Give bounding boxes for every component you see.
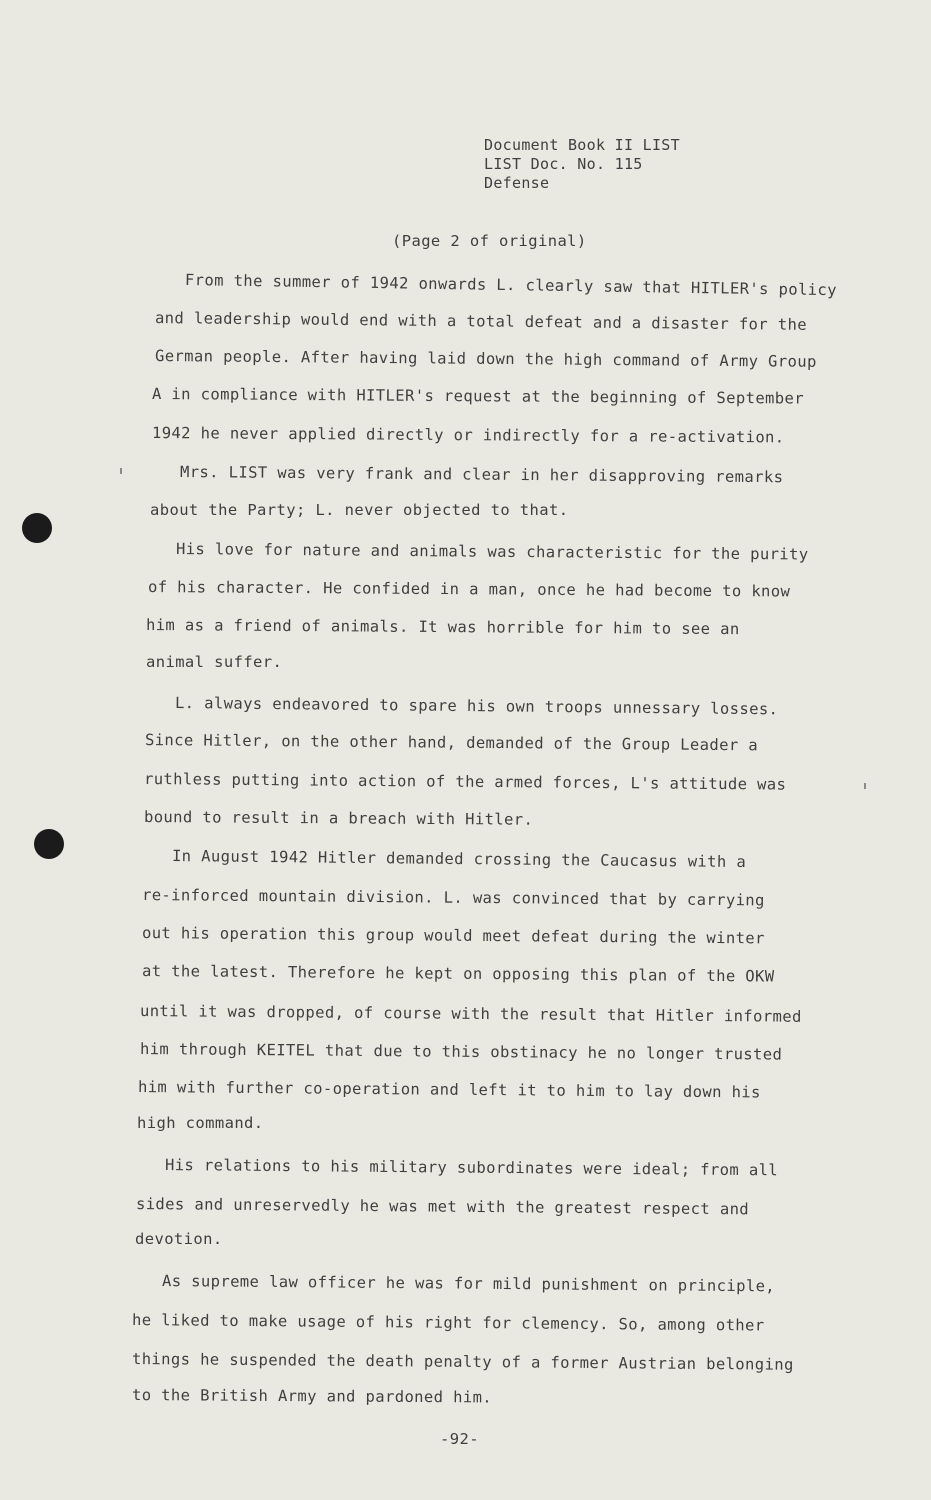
text-line: bound to result in a breach with Hitler. (143, 808, 534, 829)
text-line: L. always endeavored to spare his own troops unnessary losses. (174, 694, 779, 719)
text-line: His love for nature and animals was characteristic for the purity (175, 540, 809, 564)
text-line: of his character. He confided in a man, once he had become to know (147, 578, 791, 601)
text-line: Mrs. LIST was very frank and clear in her disapproving remarks (179, 463, 784, 487)
text-line: 1942 he never applied directly or indirectly for a re-activation. (151, 424, 785, 447)
text-line: His relations to his military subordinates were ideal; from all (164, 1156, 779, 1180)
text-line: until it was dropped, of course with the result that Hitler informed (139, 1002, 802, 1026)
text-line: him through KEITEL that due to this obstinacy he no longer trusted (139, 1040, 783, 1064)
text-line: and leadership would end with a total defeat and a disaster for the (154, 309, 808, 334)
text-line: sides and unreservedly he was met with the greatest respect and (135, 1195, 750, 1219)
text-line: at the latest. Therefore he kept on opposing this plan of the OKW (141, 962, 775, 986)
text-line: about the Party; L. never objected to that. (150, 501, 569, 519)
text-line: out his operation this group would meet defeat during the winter (141, 924, 765, 948)
text-line: From the summer of 1942 onwards L. clearly saw that HITLER's policy (184, 271, 838, 300)
text-line: things he suspended the death penalty of a former Austrian belonging (131, 1350, 794, 1374)
text-line: re-inforced mountain division. L. was convinced that by carrying (141, 886, 765, 910)
text-line: In August 1942 Hitler demanded crossing the Caucasus with a (171, 847, 747, 872)
header-line-1: Document Book II LIST (484, 136, 680, 154)
text-line: to the British Army and pardoned him. (131, 1386, 493, 1407)
text-line: him with further co-operation and left it to him to lay down his (137, 1078, 761, 1102)
text-line: ruthless putting into action of the armed forces, L's attitude was (143, 770, 787, 794)
header-line-3: Defense (484, 174, 550, 192)
punch-hole (22, 513, 52, 543)
text-line: devotion. (135, 1230, 223, 1248)
text-line: German people. After having laid down the high command of Army Group (154, 347, 817, 371)
text-line: him as a friend of animals. It was horrible for him to see an (145, 616, 740, 639)
margin-mark (120, 468, 122, 474)
page-subtitle: (Page 2 of original) (392, 232, 587, 250)
text-line: A in compliance with HITLER's request at the beginning of September (151, 385, 805, 408)
header-line-2: LIST Doc. No. 115 (484, 155, 643, 173)
text-line: As supreme law officer he was for mild punishment on principle, (161, 1272, 776, 1296)
text-line: he liked to make usage of his right for clemency. So, among other (131, 1311, 765, 1335)
text-line: high command. (137, 1114, 264, 1132)
margin-mark (864, 783, 866, 789)
punch-hole (34, 829, 64, 859)
page-number: -92- (440, 1430, 479, 1448)
text-line: animal suffer. (146, 653, 283, 671)
text-line: Since Hitler, on the other hand, demanded of the Group Leader a (144, 731, 759, 755)
document-header (484, 136, 680, 193)
